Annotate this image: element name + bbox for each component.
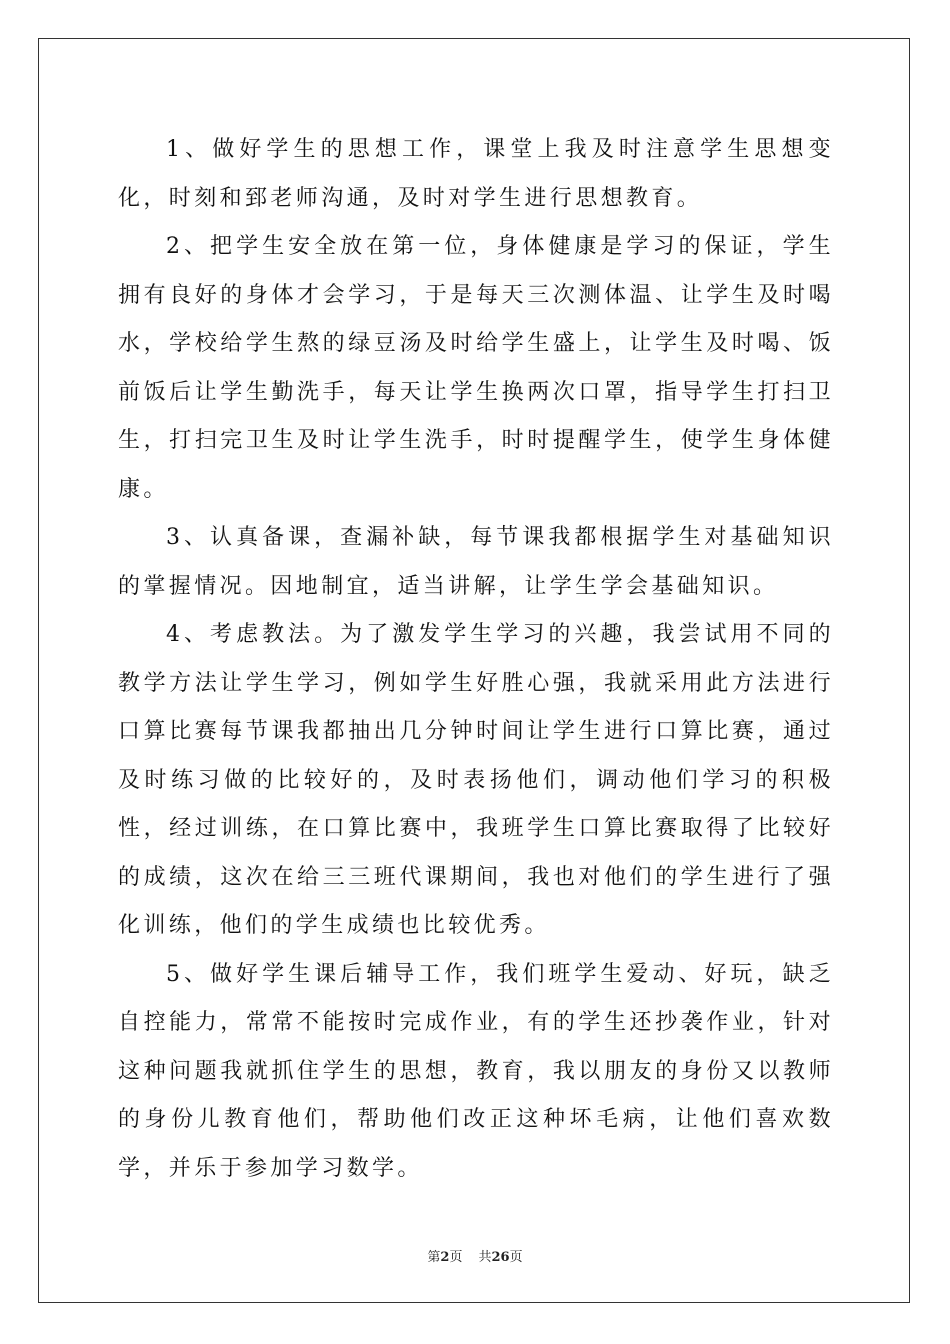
- paragraph-2: 2、把学生安全放在第一位，身体健康是学习的保证，学生拥有良好的身体才会学习，于是每天三次测体温、让学生及时喝水，学校给学生熬的绿豆汤及时给学生盛上，让学生及时喝、饭前饭后让学生勤洗手，每天让学生换两次口罩，指导学生打扫卫生，打扫完卫生及时让学生洗手，时时提醒学生，使学生身体健康。: [118, 234, 834, 502]
- paragraph-4: 4、考虑教法。为了激发学生学习的兴趣，我尝试用不同的教学方法让学生学习，例如学生好胜心强，我就采用此方法进行口算比赛每节课我都抽出几分钟时间让学生进行口算比赛，通过及时练习做的比较好的，及时表扬他们，调动他们学习的积极性，经过训练，在口算比赛中，我班学生口算比赛取得了比较好的成绩，这次在给三三班代课期间，我也对他们的学生进行了强化训练，他们的学生成绩也比较优秀。: [118, 622, 834, 938]
- total-suffix: 页: [509, 1250, 523, 1265]
- paragraph-1: 1、做好学生的思想工作，课堂上我及时注意学生思想变化，时刻和郅老师沟通，及时对学生进行思想教育。: [118, 137, 834, 211]
- page-number: 2: [440, 1250, 450, 1265]
- page-suffix: 页: [449, 1250, 463, 1265]
- paragraph-3: 3、认真备课，查漏补缺，每节课我都根据学生对基础知识的掌握情况。因地制宜，适当讲解，让学生学会基础知识。: [118, 525, 834, 599]
- paragraph-5: 5、做好学生课后辅导工作，我们班学生爱动、好玩，缺乏自控能力，常常不能按时完成作业，有的学生还抄袭作业，针对这种问题我就抓住学生的思想，教育，我以朋友的身份又以教师的身份儿教育他们，帮助他们改正这种坏毛病，让他们喜欢数学，并乐于参加学习数学。: [118, 961, 834, 1181]
- total-prefix: 共: [478, 1250, 492, 1265]
- page-prefix: 第: [427, 1250, 441, 1265]
- page-footer: [0, 1246, 950, 1265]
- document-body: [118, 126, 834, 1193]
- total-pages: 26: [491, 1250, 510, 1265]
